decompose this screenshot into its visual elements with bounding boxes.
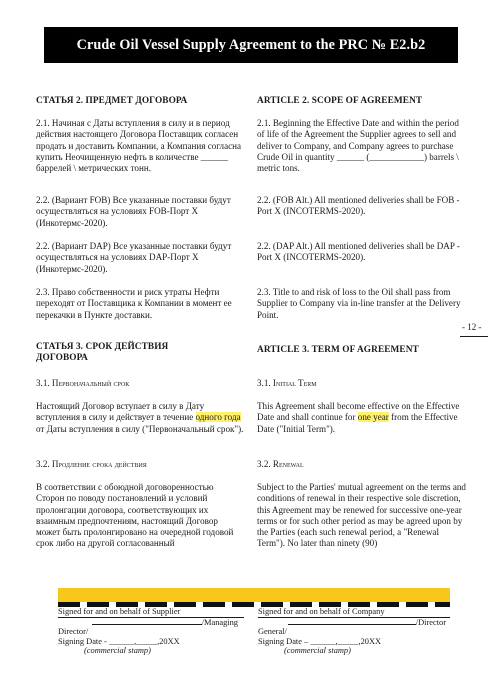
en-clause-3-1 xyxy=(257,401,467,435)
company-signature-line xyxy=(288,624,416,625)
page-number-rule xyxy=(460,336,488,337)
company-signing-date: Signing Date – ______,_____,20XX xyxy=(258,636,382,646)
en-clause-2-1: 2.1. Beginning the Effective Date and within the period of life of the Agreement the Supplier agrees to sell and deliver to Company, and Company agrees to purchase Crude Oil in quantity ______ (____________) barrels \ metric tons. xyxy=(257,118,459,174)
ru-article-3-heading: СТАТЬЯ 3. СРОК ДЕЙСТВИЯ ДОГОВОРА xyxy=(36,342,169,364)
company-signed-line: Signed for and on behalf of Company xyxy=(258,607,450,618)
supplier-signature-block xyxy=(58,607,244,656)
en-clause-2-3: 2.3. Title to and risk of loss to the Oil shall pass from Supplier to Company via in-line transfer at the Delivery Point. xyxy=(257,287,461,320)
en-highlighted-term: one year xyxy=(357,412,389,423)
en-article-2-heading: ARTICLE 2. SCOPE OF AGREEMENT xyxy=(257,96,423,106)
en-section-3-2-title: 3.2. Renewal xyxy=(257,459,304,469)
supplier-stamp-note: (commercial stamp) xyxy=(84,646,151,656)
ru-section-3-1-title: 3.1. Первоначальный срок xyxy=(36,378,130,388)
supplier-role-part1: /Managing xyxy=(201,617,238,627)
signature-footer xyxy=(58,588,450,668)
ru-clause-3-1-text-start: Настоящий Договор вступает в силу в Дату вступления в силу и действует в течение xyxy=(36,401,205,423)
company-stamp-note: (commercial stamp) xyxy=(284,646,351,656)
ru-article-2-heading: СТАТЬЯ 2. ПРЕДМЕТ ДОГОВОРА xyxy=(36,96,188,106)
footer-color-band xyxy=(58,588,450,602)
company-signature-block xyxy=(258,607,450,656)
ru-clause-3-1-text-end: от Даты вступления в силу ("Первоначальный срок"). xyxy=(36,423,244,434)
en-clause-2-2-dap: 2.2. (DAP Alt.) All mentioned deliveries shall be DAP - Port X (INCOTERMS-2020). xyxy=(257,241,460,263)
en-section-3-1-title: 3.1. Initial Term xyxy=(257,378,317,388)
supplier-signature-line xyxy=(92,624,202,625)
supplier-signing-date: Signing Date - ______,_____,20XX xyxy=(58,636,180,646)
ru-clause-2-2-fob: 2.2. (Вариант FOB) Все указанные поставки будут осуществляться на условиях FOB-Порт Х (Инкотермс-2020). xyxy=(36,195,231,228)
ru-clause-3-2: В соответствии с обоюдной договоренностью Сторон по поводу постановлений и условий пролонгации договора, соответствующих их взаимным предпочтениям, настоящий Договор может быть пролонгировано на очередной годовой срок либо на другой согласованный xyxy=(36,482,234,549)
ru-clause-2-1: 2.1. Начиная с Даты вступления в силу и в период действия настоящего Договора Поставщик согласен продать и доставить Компании, а Компания согласна купить Неочищенную нефть в количестве ______ баррелей \ метрических тонн. xyxy=(36,118,242,174)
ru-highlighted-term: одного года xyxy=(195,412,241,423)
ru-section-3-2-title: 3.2. Продление срока действия xyxy=(36,459,147,469)
supplier-role-part2: Director/ xyxy=(58,627,89,637)
page-number: - 12 - xyxy=(462,322,482,332)
company-role-part2: General/ xyxy=(258,627,287,637)
company-signatory-role xyxy=(258,618,450,628)
ru-clause-3-1 xyxy=(36,401,244,435)
ru-clause-2-3: 2.3. Право собственности и риск утраты Нефти переходят от Поставщика к Компании в момент ее перекачки в Пункте доставки. xyxy=(36,287,232,320)
en-clause-3-2: Subject to the Parties' mutual agreement on the terms and conditions of renewal in their respective sole discretion, this Agreement may be renewed for successive one-year terms or for such other period as may be agreed upon by the Parties (each such renewal period, a "Renewal Term"). No later than ninety (90) xyxy=(257,482,466,549)
supplier-signatory-role xyxy=(58,618,244,628)
en-clause-2-2-fob: 2.2. (FOB Alt.) All mentioned deliveries shall be FOB - Port X (INCOTERMS-2020). xyxy=(257,195,460,217)
document-title: Crude Oil Vessel Supply Agreement to the PRC № E2.b2 xyxy=(76,36,426,53)
en-article-3-heading: ARTICLE 3. TERM OF AGREEMENT xyxy=(257,345,419,355)
document-title-banner xyxy=(44,27,458,63)
ru-clause-2-2-dap: 2.2. (Вариант DAP) Все указанные поставки будут осуществляться на условиях DAP-Порт Х (Инкотермс-2020). xyxy=(36,241,232,274)
company-role-part1: /Director xyxy=(415,617,446,627)
en-clause-3-1-text-start: This Agreement shall become effective on the Effective Date and shall continue for xyxy=(257,401,460,423)
supplier-signed-line: Signed for and on behalf of Supplier xyxy=(58,607,244,618)
en-clause-3-1-text-end: from the Effective Date ("Initial Term"). xyxy=(257,412,458,434)
